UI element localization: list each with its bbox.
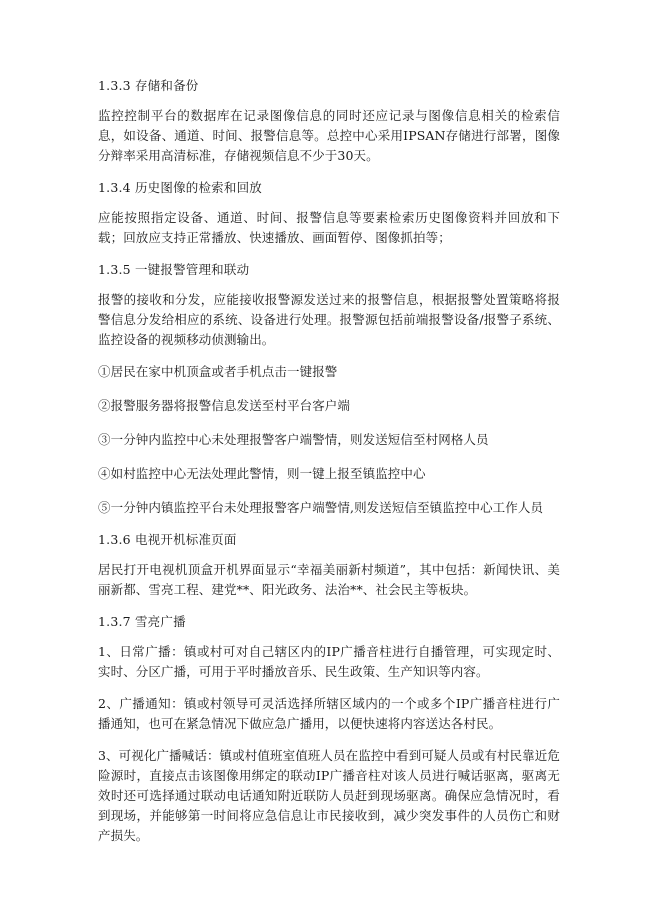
paragraph: 2、广播通知：镇或村领导可灵活选择所辖区域内的一个或多个IP广播音柱进行广播通知，也可在紧急情况下做应急广播用，以便快速将内容送达各村民。 xyxy=(98,696,560,731)
paragraph: 应能按照指定设备、通道、时间、报警信息等要素检索历史图像资料并回放和下载；回放应支持正常播放、快速播放、画面暂停、图像抓拍等； xyxy=(98,210,560,245)
paragraph: 3、可视化广播喊话：镇或村值班室值班人员在监控中看到可疑人员或有村民靠近危险源时，直接点击该图像用绑定的联动IP广播音柱对该人员进行喊话驱离，驱离无效时还可选择通过联动电话通知附近联防人员赶到现场驱离。确保应急情况时，看到现场，并能够第一时间将应急信息让市民接收到，减少突发事件的人员伤亡和财产损失。 xyxy=(98,748,560,843)
section-one-key-alarm xyxy=(98,260,560,518)
document-page xyxy=(98,76,560,858)
list-item: ③一分钟内监控中心未处理报警客户端警情，则发送短信至村网格人员 xyxy=(98,432,489,447)
section-heading: 1.3.6 电视开机标准页面 xyxy=(98,532,237,547)
paragraph: 1、日常广播：镇或村可对自己辖区内的IP广播音柱进行自播管理，可实现定时、实时、分区广播，可用于平时播放音乐、民生政策、生产知识等内容。 xyxy=(98,644,560,679)
paragraph: 居民打开电视机顶盒开机界面显示“幸福美丽新村频道”，其中包括：新闻快讯、美丽新都、雪亮工程、建党**、阳光政务、法治**、社会民主等板块。 xyxy=(98,562,560,597)
section-heading: 1.3.7 雪亮广播 xyxy=(98,614,186,629)
paragraph: 报警的接收和分发，应能接收报警源发送过来的报警信息，根据报警处置策略将报警信息分发给相应的系统、设备进行处理。报警源包括前端报警设备/报警子系统、监控设备的视频移动侦测输出。 xyxy=(98,292,560,347)
list-item: ②报警服务器将报警信息发送至村平台客户端 xyxy=(98,398,351,413)
section-history-playback xyxy=(98,178,560,248)
section-tv-boot-page xyxy=(98,530,560,600)
section-xueliang-broadcast xyxy=(98,612,560,846)
list-item: ①居民在家中机顶盒或者手机点击一键报警 xyxy=(98,364,338,379)
paragraph: 监控控制平台的数据库在记录图像信息的同时还应记录与图像信息相关的检索信息，如设备、通道、时间、报警信息等。总控中心采用IPSAN存储进行部署，图像分辩率采用高清标准，存储视频信息不少于30天。 xyxy=(98,108,560,163)
list-item: ⑤一分钟内镇监控平台未处理报警客户端警情,则发送短信至镇监控中心工作人员 xyxy=(98,500,544,515)
list-item: ④如村监控中心无法处理此警情，则一键上报至镇监控中心 xyxy=(98,466,426,481)
section-heading: 1.3.4 历史图像的检索和回放 xyxy=(98,180,262,195)
section-storage-backup xyxy=(98,76,560,166)
section-heading: 1.3.3 存储和备份 xyxy=(98,78,199,93)
section-heading: 1.3.5 一键报警管理和联动 xyxy=(98,262,250,277)
